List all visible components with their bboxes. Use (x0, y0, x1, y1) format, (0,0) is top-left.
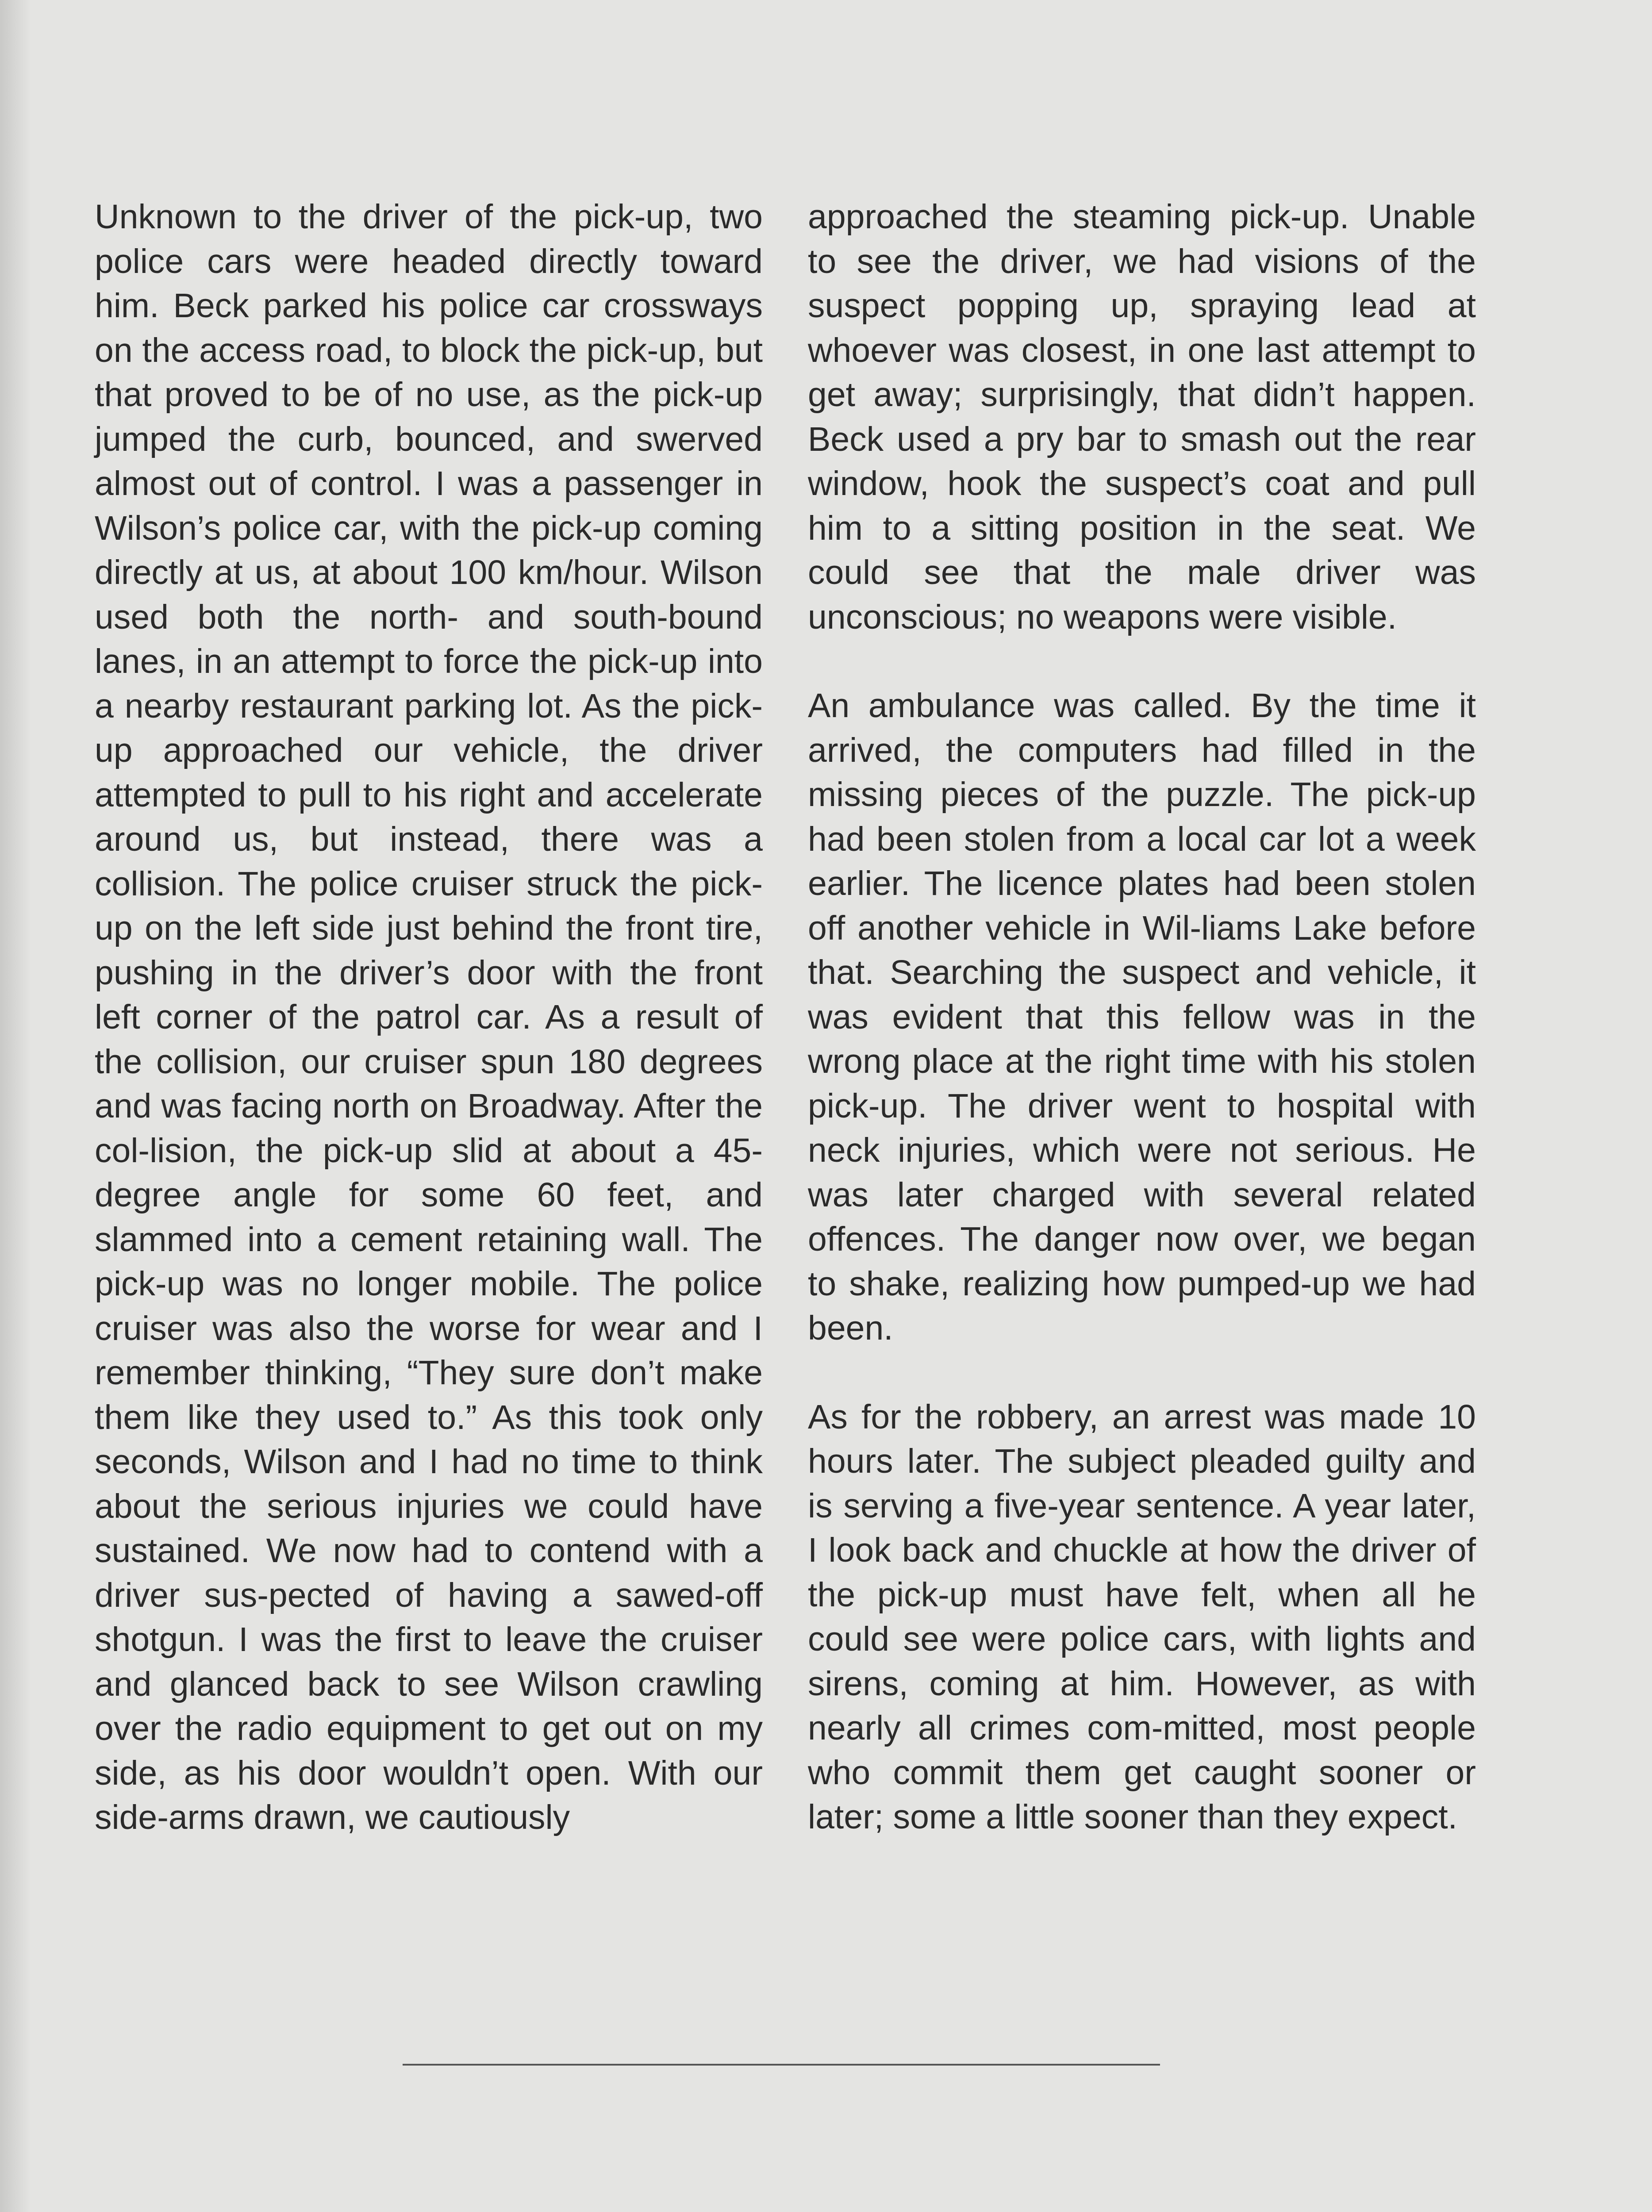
article-column-right (808, 195, 1476, 1839)
paragraph: approached the steaming pick-up. Unable to see the driver, we had visions of the suspect popping up, spraying lead at whoever was closest, in one last attempt to get away; surprisingly, that didn’t happen. Beck used a pry bar to smash out the rear window, hook the suspect’s coat and pull him to a sitting position in the seat. We could see that the male driver was unconscious; no weapons were visible. (808, 198, 1476, 636)
paragraph: An ambulance was called. By the time it arrived, the computers had filled in the missing pieces of the puzzle. The pick-up had been stolen from a local car lot a week earlier. The licence plates had been stolen off another vehicle in Wil-liams Lake before that. Searching the suspect and vehicle, it was evident that this fellow was in the wrong place at the right time with his stolen pick-up. The driver went to hospital with neck injuries, which were not serious. He was later charged with several related offences. The danger now over, we began to shake, realizing how pumped-up we had been. (808, 687, 1476, 1347)
section-divider (403, 2064, 1160, 2066)
article-column-left (95, 195, 763, 1840)
paragraph: As for the robbery, an arrest was made 10 hours later. The subject pleaded guilty and is serving a five-year sentence. A year later, I look back and chuckle at how the driver of the pick-up must have felt, when all he could see were police cars, with lights and sirens, coming at him. However, as with nearly all crimes com-mitted, most people who commit them get caught sooner or later; some a little sooner than they expect. (808, 1398, 1476, 1836)
paragraph: Unknown to the driver of the pick-up, two police cars were headed directly toward him. Beck parked his police car crossways on the access road, to block the pick-up, but that proved to be of no use, as the pick-up jumped the curb, bounced, and swerved almost out of control. I was a passenger in Wilson’s police car, with the pick-up coming directly at us, at about 100 km/hour. Wilson used both the north- and south-bound lanes, in an attempt to force the pick-up into a nearby restaurant parking lot. As the pick-up approached our vehicle, the driver attempted to pull to his right and accelerate around us, but instead, there was a collision. The police cruiser struck the pick-up on the left side just behind the front tire, pushing in the driver’s door with the front left corner of the patrol car. As a result of the collision, our cruiser spun 180 degrees and was facing north on Broadway. After the col-lision, the pick-up slid at about a 45-degree angle for some 60 feet, and slammed into a cement retaining wall. The pick-up was no longer mobile. The police cruiser was also the worse for wear and I remember thinking, “They sure don’t make them like they used to.” As this took only seconds, Wilson and I had no time to think about the serious injuries we could have sustained. We now had to contend with a driver sus-pected of having a sawed-off shotgun. I was the first to leave the cruiser and glanced back to see Wilson crawling over the radio equipment to get out on my side, as his door wouldn’t open. With our side-arms drawn, we cautiously (95, 198, 763, 1836)
page-edge-shadow (0, 0, 31, 2212)
